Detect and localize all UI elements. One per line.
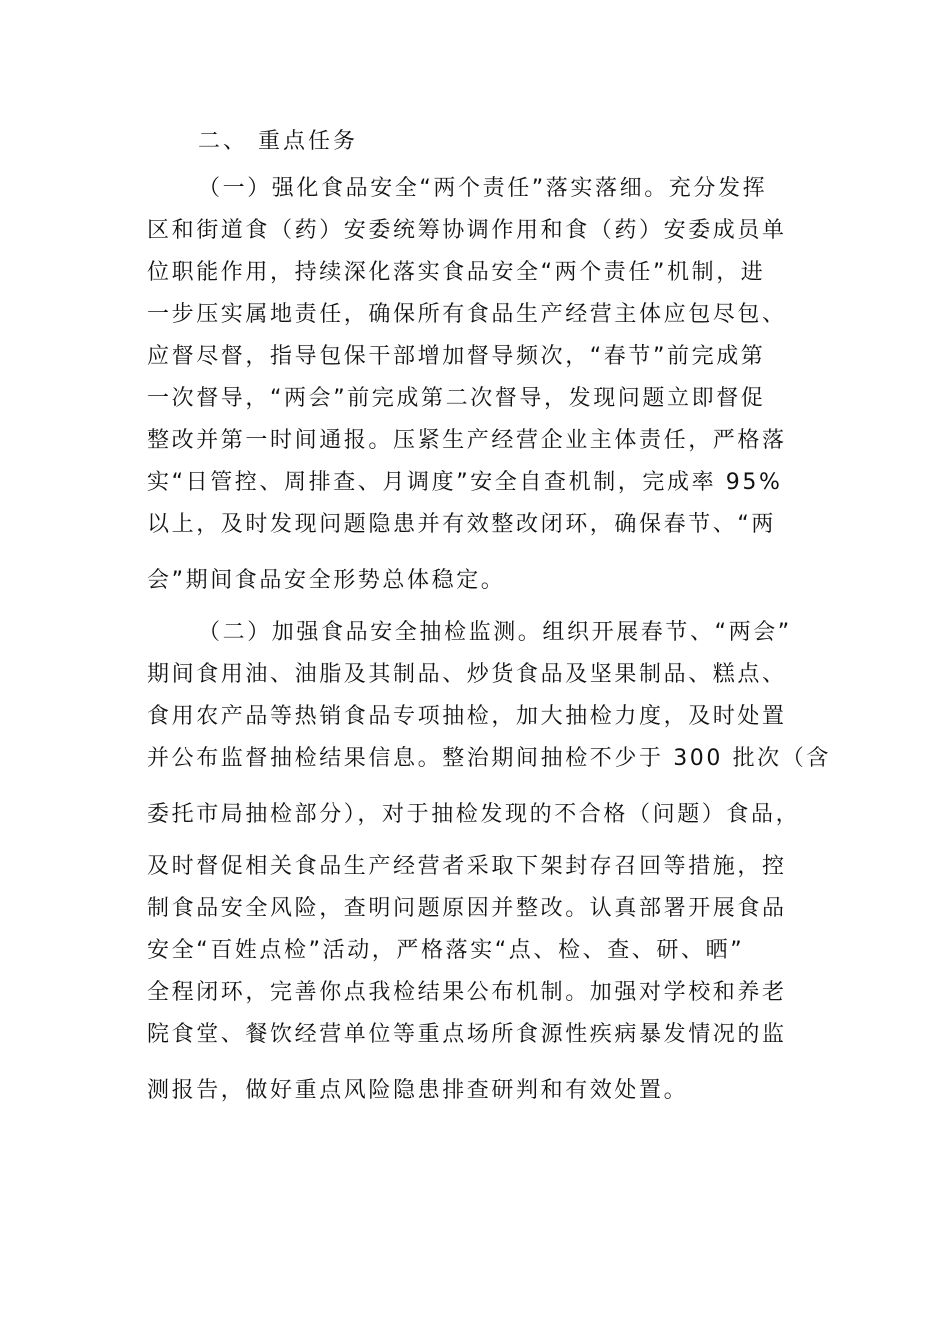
section-heading: 二、 重点任务 (198, 129, 358, 154)
paragraph-2-line: 测报告，做好重点风险隐患排查研判和有效处置。 (147, 1078, 689, 1103)
paragraph-2-line: 安全“百姓点检”活动，严格落实“点、检、查、研、晒” (147, 938, 745, 963)
paragraph-1-line: 应督尽督，指导包保干部增加督导频次，“春节”前完成第 (147, 344, 766, 369)
paragraph-2-line: （二）加强食品安全抽检监测。组织开展春节、“两会” (198, 620, 792, 645)
paragraph-1-line: 会”期间食品安全形势总体稳定。 (147, 568, 506, 593)
paragraph-2-line: 食用农产品等热销食品专项抽检，加大抽检力度，及时处置 (147, 704, 787, 729)
paragraph-1-line: （一）强化食品安全“两个责任”落实落细。充分发挥 (198, 176, 768, 201)
paragraph-2-line: 并公布监督抽检结果信息。整治期间抽检不少于 300 批次（含 (147, 746, 831, 771)
paragraph-2-line: 院食堂、餐饮经营单位等重点场所食源性疾病暴发情况的监 (147, 1022, 787, 1047)
paragraph-1-line: 位职能作用，持续深化落实食品安全“两个责任”机制，进 (147, 260, 766, 285)
paragraph-2-line: 及时督促相关食品生产经营者采取下架封存召回等措施，控 (147, 854, 787, 879)
paragraph-2-line: 期间食用油、油脂及其制品、炒货食品及坚果制品、糕点、 (147, 662, 787, 687)
paragraph-1-line: 一步压实属地责任，确保所有食品生产经营主体应包尽包、 (147, 302, 787, 327)
paragraph-1-line: 整改并第一时间通报。压紧生产经营企业主体责任，严格落 (147, 428, 787, 453)
paragraph-2-line: 制食品安全风险，查明问题原因并整改。认真部署开展食品 (147, 896, 787, 921)
paragraph-1-line: 以上，及时发现问题隐患并有效整改闭环，确保春节、“两 (147, 512, 776, 537)
paragraph-1-line: 区和街道食（药）安委统筹协调作用和食（药）安委成员单 (147, 218, 787, 243)
paragraph-2-line: 全程闭环，完善你点我检结果公布机制。加强对学校和养老 (147, 980, 787, 1005)
paragraph-2-line: 委托市局抽检部分），对于抽检发现的不合格（问题）食品， (147, 802, 801, 827)
paragraph-1-line: 实“日管控、周排查、月调度”安全自查机制，完成率 95% (147, 470, 783, 495)
paragraph-1-line: 一次督导，“两会”前完成第二次督导，发现问题立即督促 (147, 386, 766, 411)
